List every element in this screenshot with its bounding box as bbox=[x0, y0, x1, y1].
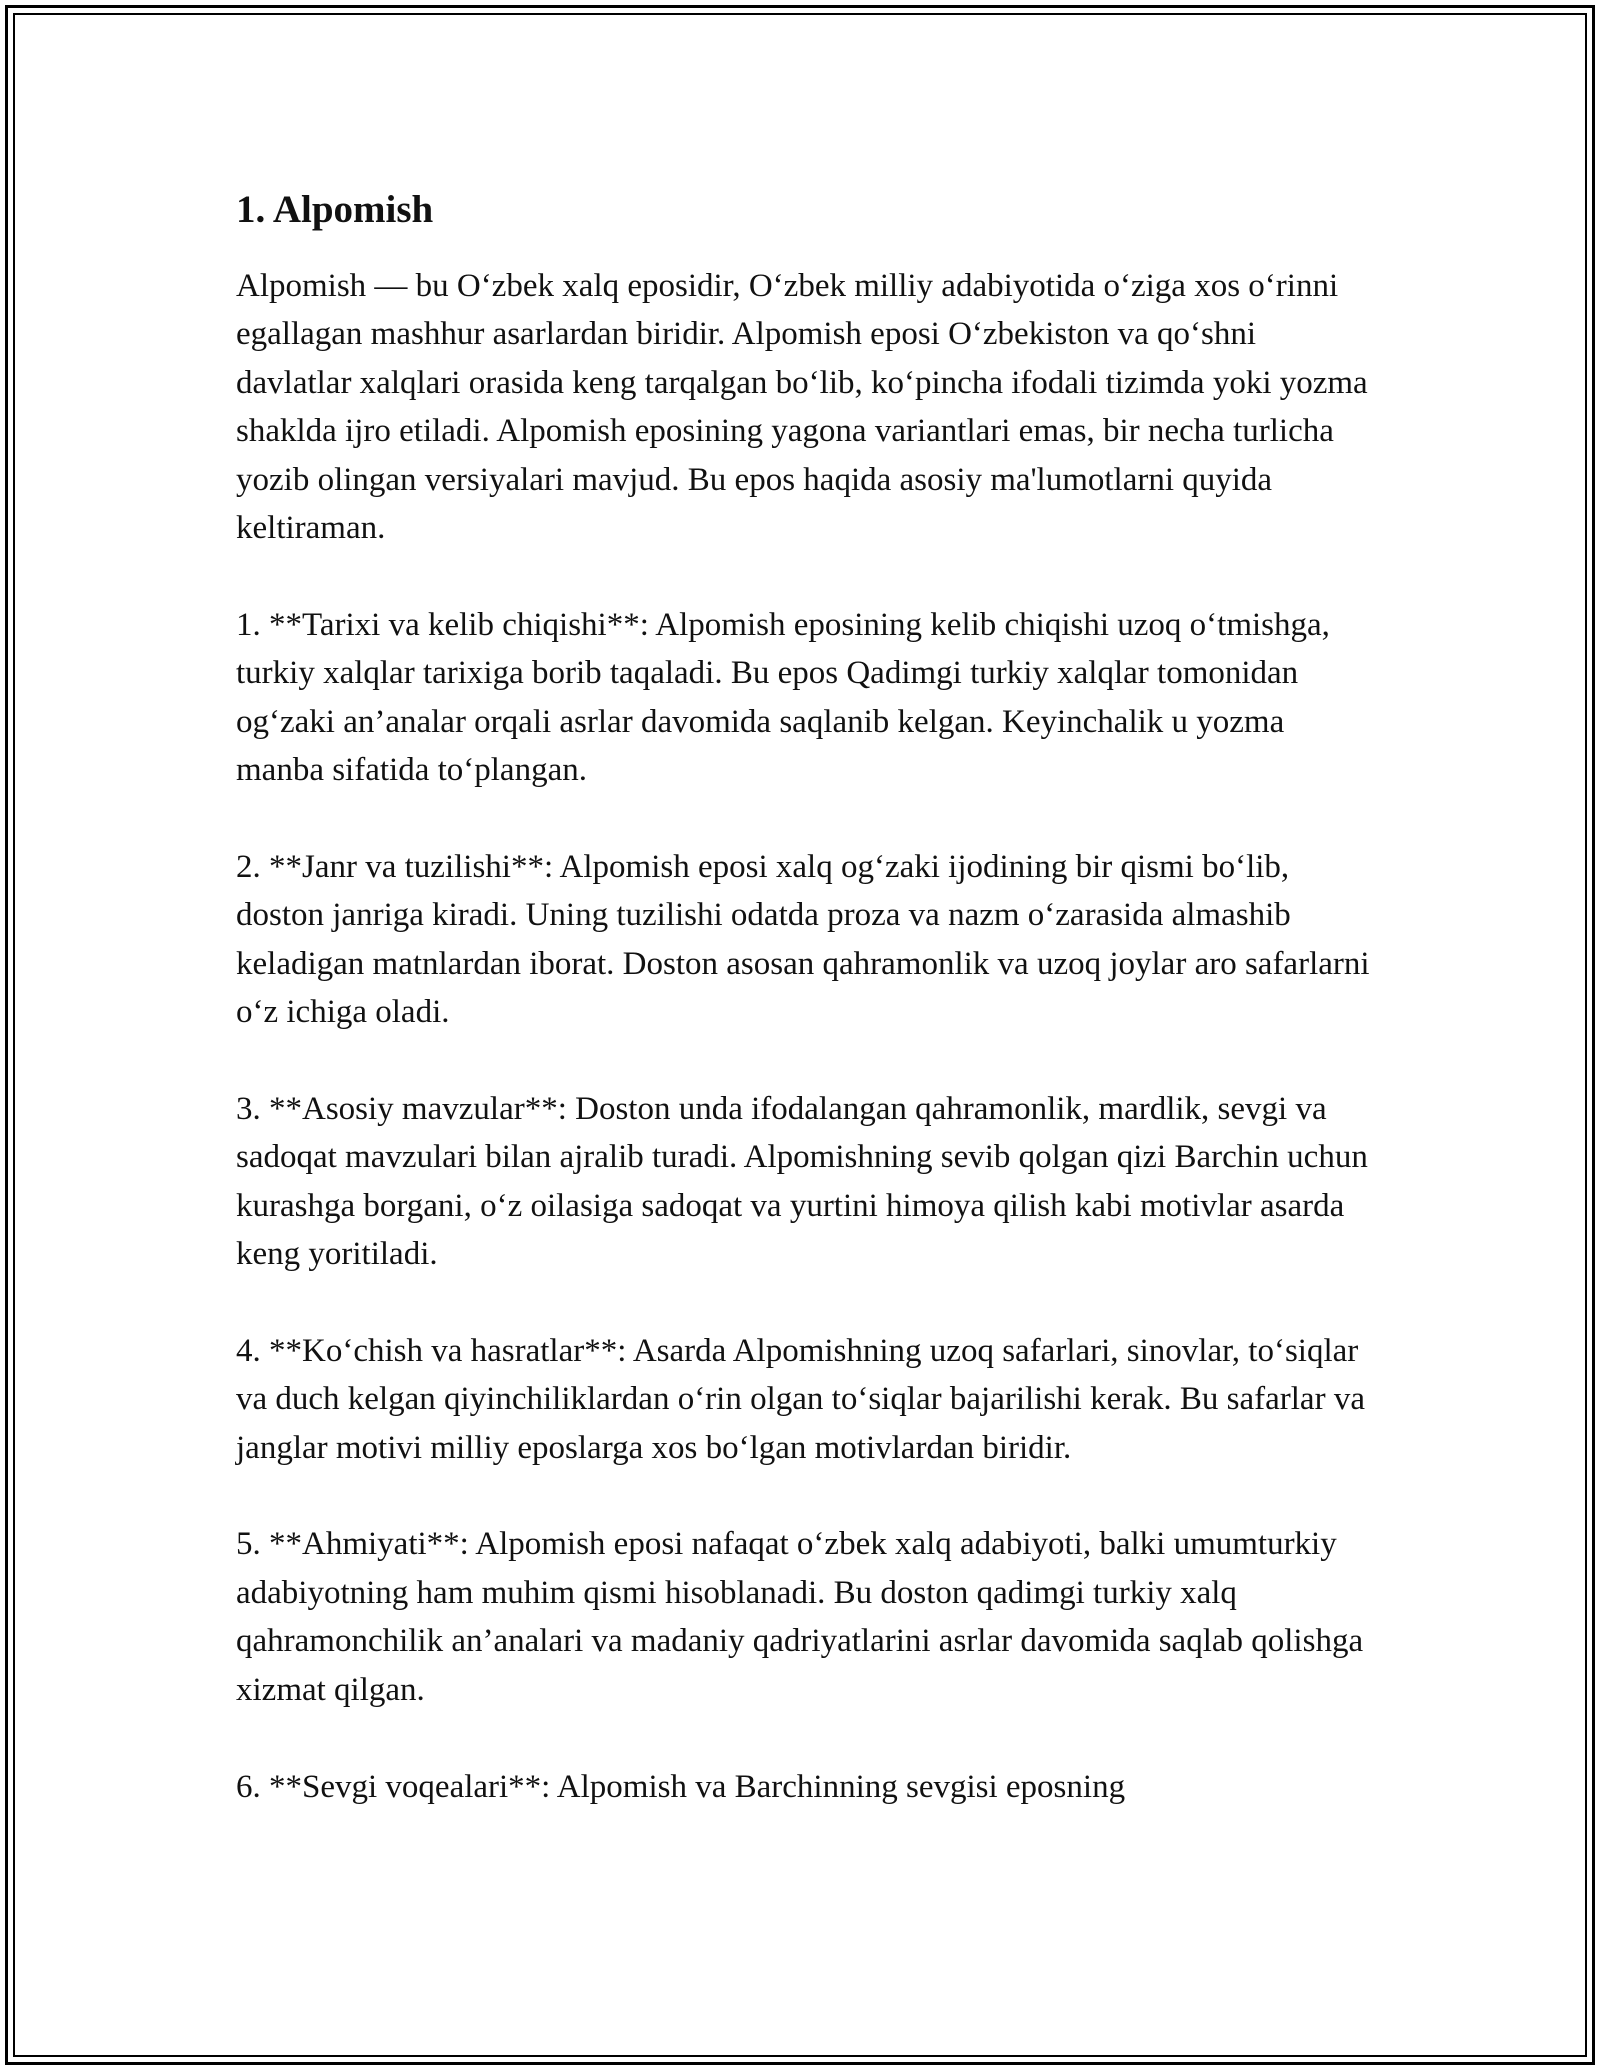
section-significance-paragraph: 5. **Ahmiyati**: Alpomish eposi nafaqat o‘zbek xalq adabiyoti, balki umumturkiy adabiyotning ham muhim qismi hisoblanadi. Bu doston qadimgi turkiy xalq qahramonchilik an’analari va madaniy qadriyatlarini asrlar davomida saqlab qolishga xizmat qilgan. bbox=[236, 1526, 1364, 1708]
section-themes-paragraph: 3. **Asosiy mavzular**: Doston unda ifodalangan qahramonlik, mardlik, sevgi va sadoqat mavzulari bilan ajralib turadi. Alpomishning sevib qolgan qizi Barchin uchun kurashga borgani, o‘z oilasiga sadoqat va yurtini himoya qilish kabi motivlar asarda keng yoritiladi. bbox=[236, 1090, 1368, 1273]
intro-paragraph: Alpomish — bu O‘zbek xalq eposidir, O‘zbek milliy adabiyotida o‘ziga xos o‘rinni egallagan mashhur asarlardan biridir. Alpomish eposi O‘zbekiston va qo‘shni davlatlar xalqlari orasida keng tarqalgan bo‘lib, ko‘pincha ifodali tizimda yoki yozma shaklda ijro etiladi. Alpomish eposining yagona variantlari emas, bir necha turlicha yozib olingan versiyalari mavjud. Bu epos haqida asosiy ma'lumotlarni quyida keltiraman. bbox=[236, 268, 1368, 547]
section-history-paragraph: 1. **Tarixi va kelib chiqishi**: Alpomish eposining kelib chiqishi uzoq o‘tmishga, turkiy xalqlar tarixiga borib taqaladi. Bu epos Qadimgi turkiy xalqlar tomonidan og‘zaki an’analar orqali asrlar davomida saqlanib kelgan. Keyinchalik u yozma manba sifatida to‘plangan. bbox=[236, 606, 1330, 789]
document-body bbox=[236, 186, 1376, 1859]
section-genre-paragraph: 2. **Janr va tuzilishi**: Alpomish eposi xalq og‘zaki ijodining bir qismi bo‘lib, doston janriga kiradi. Uning tuzilishi odatda proza va nazm o‘zarasida almashib keladigan matnlardan iborat. Doston asosan qahramonlik va uzoq joylar aro safarlarni o‘z ichiga oladi. bbox=[236, 848, 1370, 1031]
document-title: 1. Alpomish bbox=[236, 188, 434, 231]
section-love-paragraph: 6. **Sevgi voqealari**: Alpomish va Barchinning sevgisi eposning bbox=[236, 1768, 1126, 1805]
section-journeys-paragraph: 4. **Ko‘chish va hasratlar**: Asarda Alpomishning uzoq safarlari, sinovlar, to‘siqlar va duch kelgan qiyinchiliklardan o‘rin olgan to‘siqlar bajarilishi kerak. Bu safarlar va janglar motivi milliy eposlarga xos bo‘lgan motivlardan biridir. bbox=[236, 1332, 1365, 1466]
